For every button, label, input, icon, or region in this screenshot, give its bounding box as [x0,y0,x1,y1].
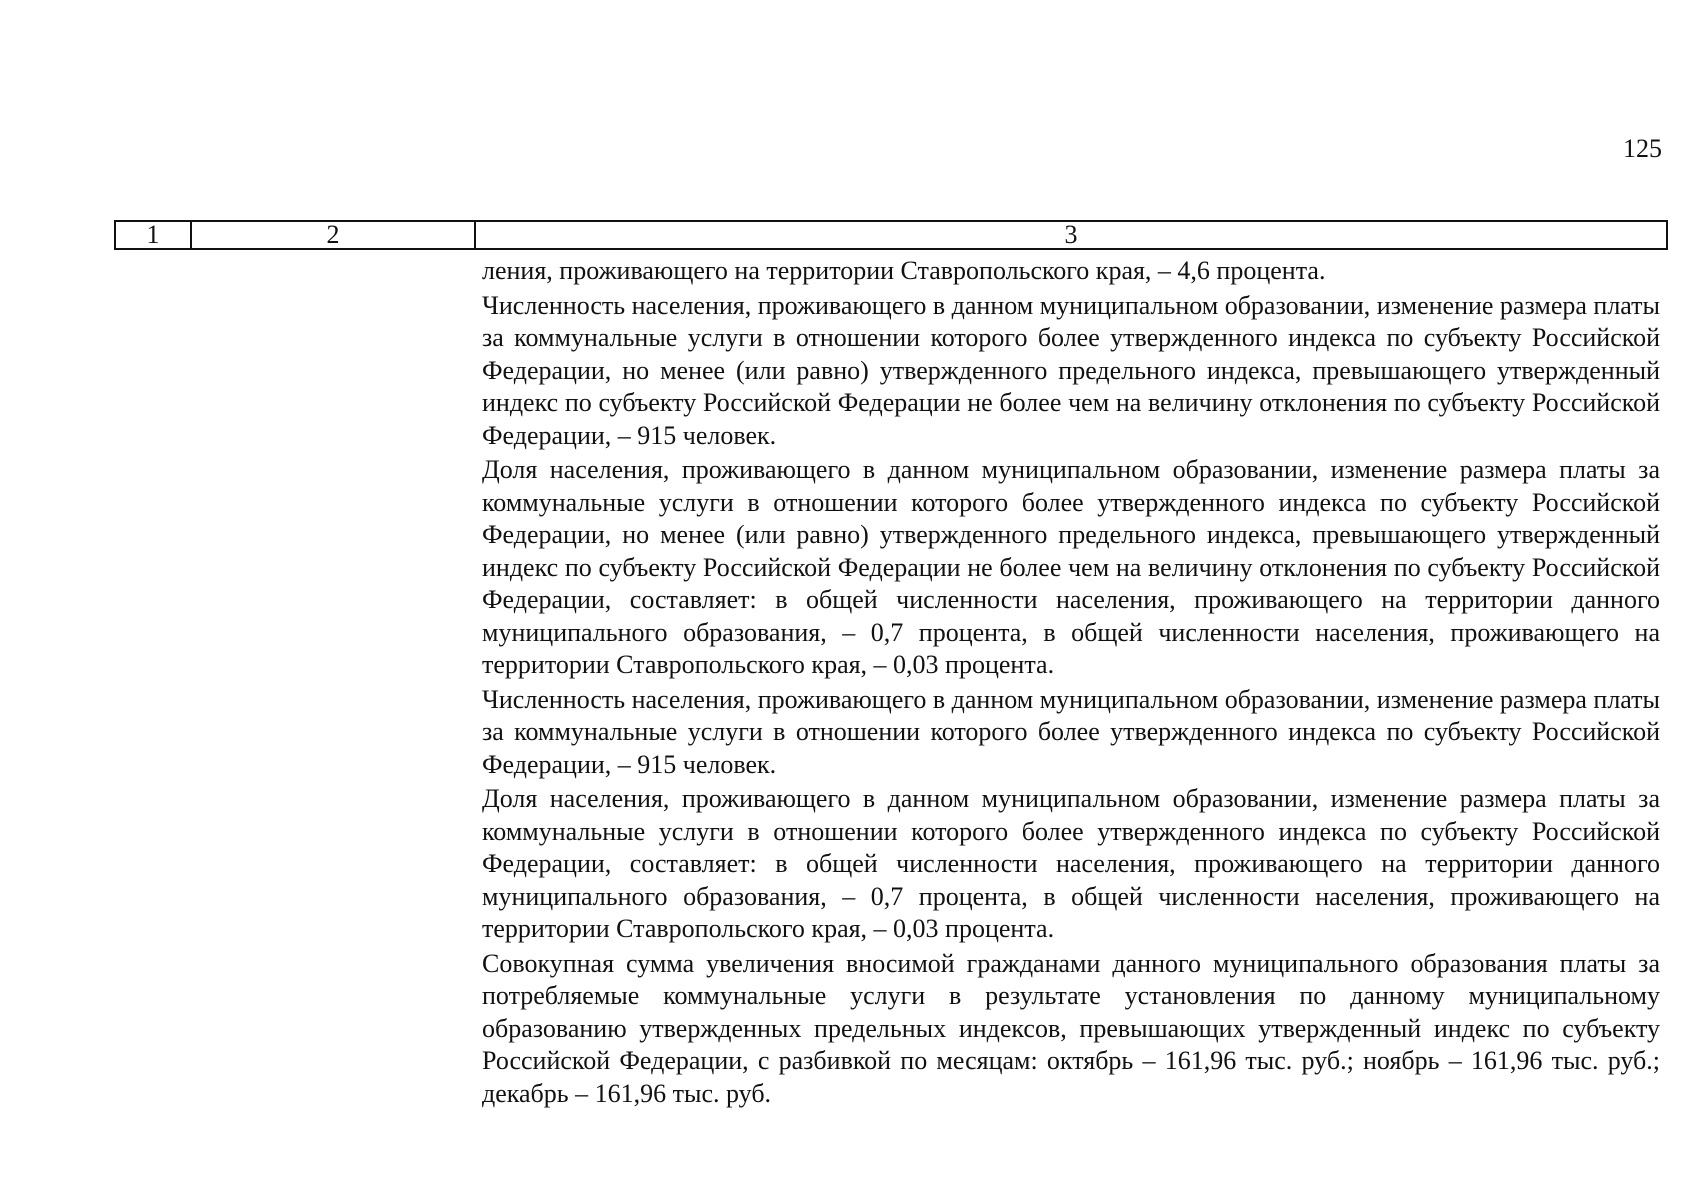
paragraph-total-increase: Совокупная сумма увеличения вносимой гражданами данного муниципального образования платы за потребляемые коммунальные услуги в результате установления по данному муниципальному образованию утвержденных предельных индексов, превышающих утвержденный индекс по субъекту Российской Федерации, с разбивкой по месяцам: октябрь – 161,96 тыс. руб.; ноябрь – 161,96 тыс. руб.; декабрь – 161,96 тыс. руб. [482,948,1660,1108]
paragraph-population-share-1: Доля населения, проживающего в данном муниципальном образовании, изменение размера платы за коммунальные услуги в отношении которого более утвержденного индекса по субъекту Российской Федерации, но менее (или равно) утвержденного предельного индекса, превышающего утвержденный индекс по субъекту Российской Федерации не более чем на величину отклонения по субъекту Российской Федерации, составляет: в общей численности населения, проживающего на территории данного муниципального образования, – 0,7 процента, в общей численности населения, проживающего на территории Ставропольского края, – 0,03 процента. [482,455,1660,679]
paragraph-continuation: ления, проживающего на территории Ставропольского края, – 4,6 процента. [482,256,1326,285]
paragraph-population-count-2: Численность населения, проживающего в данном муниципальном образовании, изменение размера платы за коммунальные услуги в отношении которого более утвержденного индекса по субъекту Российской Федерации, – 915 человек. [482,684,1660,779]
column-header-row [115,221,1667,249]
column-header-1: 1 [115,221,191,249]
column-header-table [114,220,1668,250]
paragraph-population-count-1: Численность населения, проживающего в данном муниципальном образовании, изменение размера платы за коммунальные услуги в отношении которого более утвержденного индекса по субъекту Российской Федерации, но менее (или равно) утвержденного предельного индекса, превышающего утвержденный индекс по субъекту Российской Федерации не более чем на величину отклонения по субъекту Российской Федерации, – 915 человек. [482,290,1660,450]
column-header-2: 2 [191,221,475,249]
column-3-content [482,255,1660,1112]
column-header-3: 3 [475,221,1667,249]
paragraph-population-share-2: Доля населения, проживающего в данном муниципальном образовании, изменение размера платы за коммунальные услуги в отношении которого более утвержденного индекса по субъекту Российской Федерации, составляет: в общей численности населения, проживающего на территории данного муниципального образования, – 0,7 процента, в общей численности населения, проживающего на территории Ставропольского края, – 0,03 процента. [482,784,1660,943]
page-number: 125 [1623,134,1662,163]
